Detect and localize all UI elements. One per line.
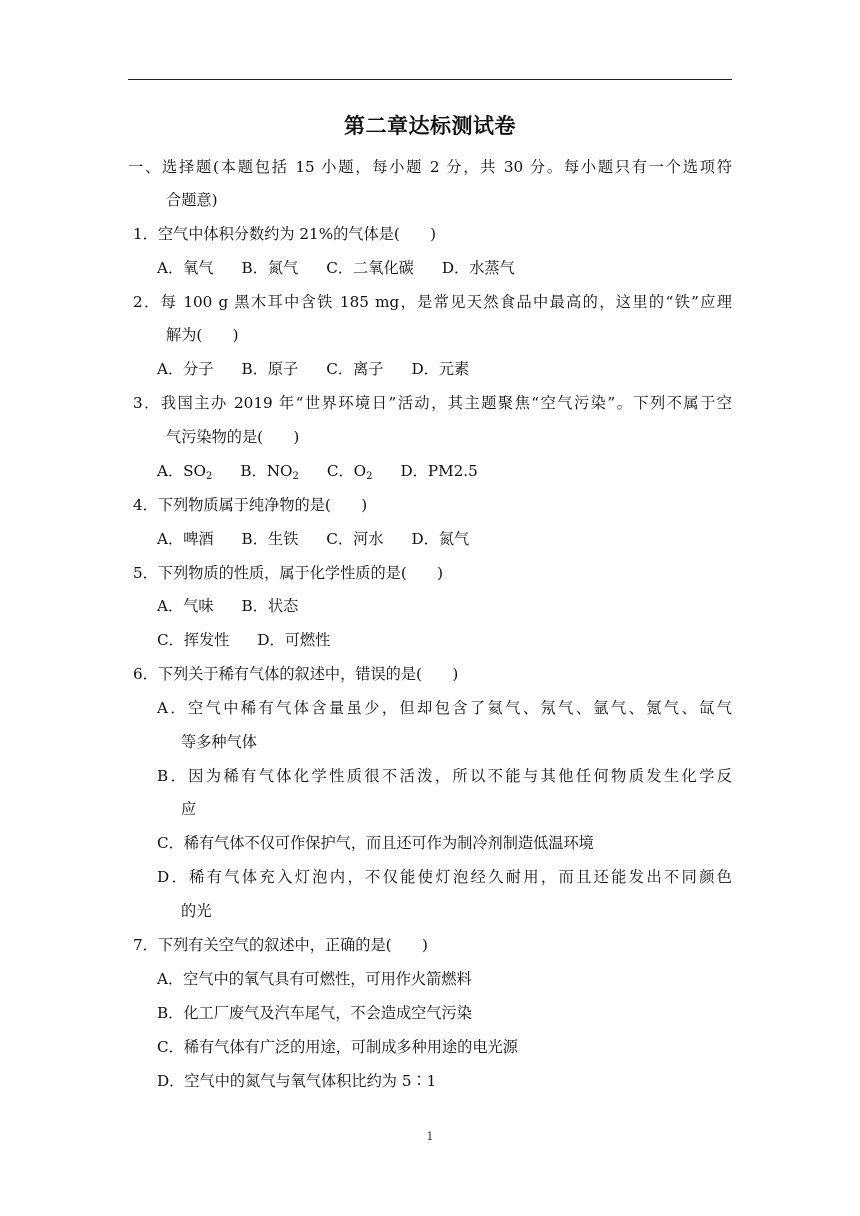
section-heading: 一、选择题(本题包括 15 小题，每小题 2 分，共 30 分。每小题只有一个选项符 <box>128 158 732 176</box>
q7-option-b: B．化工厂废气及汽车尾气，不会造成空气污染 <box>157 1004 472 1022</box>
q1-option-c: C．二氧化碳 <box>326 259 414 277</box>
q5-option-a: A．气味 <box>157 597 214 615</box>
q7-option-d: D．空气中的氮气与氧气体积比约为 5∶1 <box>157 1072 437 1090</box>
section-heading-cont: 合题意) <box>166 191 218 209</box>
q6-option-d-cont: 的光 <box>181 902 212 920</box>
q6-option-b: B．因为稀有气体化学性质很不活泼，所以不能与其他任何物质发生化学反 <box>157 767 732 785</box>
q7-option-a: A．空气中的氧气具有可燃性，可用作火箭燃料 <box>157 970 472 988</box>
page-title: 第二章达标测试卷 <box>344 114 516 138</box>
page-number: 1 <box>426 1130 434 1143</box>
question-5-stem: 5．下列物质的性质，属于化学性质的是( ) <box>133 564 444 582</box>
q2-option-d: D．元素 <box>411 360 470 378</box>
q4-option-d: D．氮气 <box>411 530 470 548</box>
question-4-options <box>157 529 469 549</box>
question-1-stem: 1．空气中体积分数约为 21%的气体是( ) <box>133 225 437 243</box>
q1-option-a: A．氧气 <box>157 259 214 277</box>
q3-option-d: D．PM2.5 <box>400 462 478 480</box>
question-2-stem-cont: 解为( ) <box>166 326 239 344</box>
q5-option-b: B．状态 <box>241 597 299 615</box>
q6-option-a: A．空气中稀有气体含量虽少，但却包含了氦气、氖气、氩气、氪气、氙气 <box>157 699 732 717</box>
q6-option-a-cont: 等多种气体 <box>181 733 257 751</box>
q5-option-d: D．可燃性 <box>257 631 331 649</box>
q4-option-c: C．河水 <box>326 530 384 548</box>
question-5-options-row1 <box>157 596 298 616</box>
question-2-options <box>157 359 469 379</box>
q3-option-c: C．$O_2$ <box>326 462 373 482</box>
question-2-stem: 2．每 100 g 黑木耳中含铁 185 mg，是常见天然食品中最高的，这里的“铁”应理 <box>133 293 732 311</box>
q2-option-b: B．原子 <box>241 360 299 378</box>
question-5-options-row2 <box>157 630 330 650</box>
q1-option-d: D．水蒸气 <box>441 259 515 277</box>
q2-option-c: C．离子 <box>326 360 384 378</box>
q6-option-b-cont: 应 <box>181 800 197 818</box>
q4-option-b: B．生铁 <box>241 530 299 548</box>
q6-option-d: D．稀有气体充入灯泡内，不仅能使灯泡经久耐用，而且还能发出不同颜色 <box>157 868 732 886</box>
question-3-stem: 3．我国主办 2019 年“世界环境日”活动，其主题聚焦“空气污染”。下列不属于空 <box>133 394 732 412</box>
question-4-stem: 4．下列物质属于纯净物的是( ) <box>133 496 368 514</box>
q5-option-c: C．挥发性 <box>157 631 230 649</box>
q6-option-c: C．稀有气体不仅可作保护气，而且还可作为制冷剂制造低温环境 <box>157 834 594 852</box>
q3-option-b: B．$NO_2$ <box>240 462 299 482</box>
q3-option-a: A．$SO_2$ <box>157 462 213 482</box>
question-7-stem: 7．下列有关空气的叙述中，正确的是( ) <box>133 936 428 954</box>
q2-option-a: A．分子 <box>157 360 214 378</box>
header-rule <box>128 79 732 80</box>
q7-option-c: C．稀有气体有广泛的用途，可制成多种用途的电光源 <box>157 1038 518 1056</box>
question-1-options <box>157 258 515 278</box>
question-6-stem: 6．下列关于稀有气体的叙述中，错误的是( ) <box>133 665 459 683</box>
q1-option-b: B．氮气 <box>241 259 299 277</box>
question-3-stem-cont: 气污染物的是( ) <box>166 428 300 446</box>
question-3-options <box>157 461 478 481</box>
q4-option-a: A．啤酒 <box>157 530 214 548</box>
